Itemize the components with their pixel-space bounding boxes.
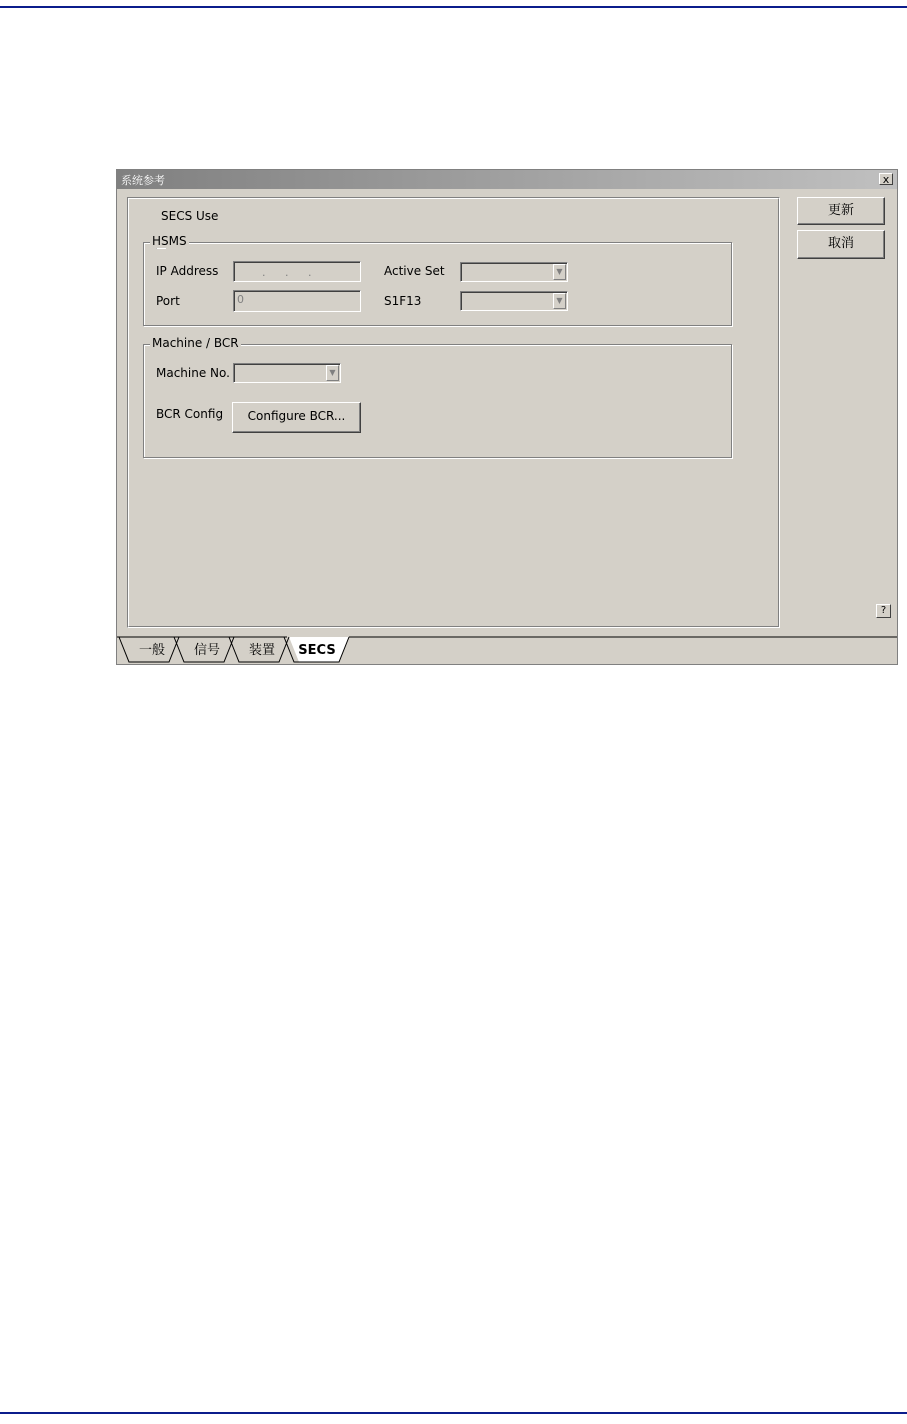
help-icon[interactable]: ?: [876, 604, 891, 618]
port-label: Port: [156, 294, 180, 308]
machine-no-label: Machine No.: [156, 366, 230, 380]
chevron-down-icon[interactable]: ▼: [326, 365, 339, 381]
machine-no-combo[interactable]: [233, 363, 341, 383]
secs-use-checkbox[interactable]: [156, 239, 166, 249]
system-reference-dialog: [116, 169, 898, 665]
tab-secs[interactable]: SECS: [298, 643, 336, 658]
ip-address-label: IP Address: [156, 264, 219, 278]
configure-bcr-button[interactable]: Configure BCR...: [232, 402, 361, 433]
page-rule-top: [0, 6, 907, 8]
title-bar: [117, 170, 897, 189]
tab-strip: [117, 636, 897, 664]
chevron-down-icon[interactable]: ▼: [553, 293, 566, 309]
secs-use-label: SECS Use: [161, 209, 219, 223]
window-title: 系统参考: [121, 174, 165, 187]
active-set-combo[interactable]: [460, 262, 568, 282]
secs-tab-panel: [127, 197, 780, 628]
tab-device[interactable]: 装置: [248, 643, 276, 658]
ip-address-field[interactable]: . . .: [233, 261, 361, 282]
port-field[interactable]: 0: [233, 290, 361, 312]
machine-bcr-group-title: Machine / BCR: [152, 336, 239, 350]
tab-signal[interactable]: 信号: [193, 643, 221, 658]
chevron-down-icon[interactable]: ▼: [553, 264, 566, 280]
machine-bcr-group: [143, 336, 732, 458]
update-button[interactable]: 更新: [797, 197, 885, 225]
bcr-config-label: BCR Config: [156, 407, 224, 421]
s1f13-label: S1F13: [384, 294, 422, 308]
close-icon[interactable]: x: [879, 173, 893, 185]
hsms-group-title: HSMS: [152, 234, 187, 248]
hsms-group: [143, 234, 732, 326]
active-set-label: Active Set: [384, 264, 445, 278]
page-rule-bottom: [0, 1412, 907, 1414]
s1f13-combo[interactable]: [460, 291, 568, 311]
cancel-button[interactable]: 取消: [797, 230, 885, 259]
tab-general[interactable]: 一般: [138, 643, 166, 658]
